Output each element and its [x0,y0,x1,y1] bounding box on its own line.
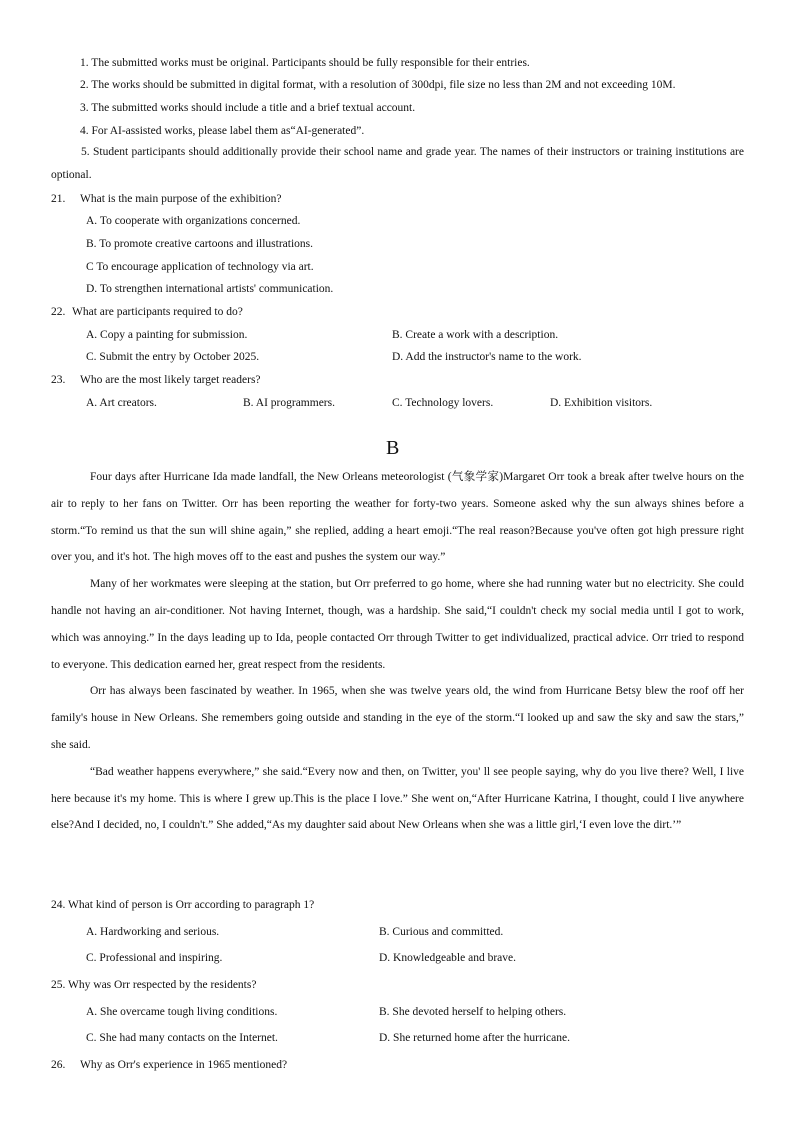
passage-paragraph-4: “Bad weather happens everywhere,” she said.“Every now and then, on Twitter, you' ll see people saying, why do you live there? Well, I live here because it's my home. This is where I grew up.This is the place I love.” She went on,“After Hurricane Katrina, I thought, could I live anywhere else?And I decided, no, I couldn't.” She added,“As my daughter said about New Orleans when she was a little girl,‘I even love the dirt.’” [51,765,744,832]
q25-option-b: B. She devoted herself to helping others. [379,1006,567,1018]
q21-number: 21. [51,193,66,205]
q24-option-c: C. Professional and inspiring. [86,952,223,964]
q23-option-a: A. Art creators. [86,397,157,409]
q24-stem: 24. What kind of person is Orr according to paragraph 1? [51,899,315,911]
rule-5: 5. Student participants should additionally provide their school name and grade year. The names of their instructors or training institutions are optional. [51,146,744,181]
q22-option-b: B. Create a work with a description. [392,329,559,341]
section-title: B [386,437,400,459]
q24-option-a: A. Hardworking and serious. [86,926,220,938]
q23-number: 23. [51,374,66,386]
q23-stem: Who are the most likely target readers? [80,374,261,386]
passage [51,464,744,839]
q22-number: 22. [51,306,66,318]
q25-option-d: D. She returned home after the hurricane. [379,1032,570,1044]
q23-option-d: D. Exhibition visitors. [550,397,653,409]
passage-paragraph-1: Four days after Hurricane Ida made landfall, the New Orleans meteorologist (气象学家)Margaret Orr took a break after twelve hours on the air to reply to her fans on Twitter. Orr has been reporting the weather for forty-two years. Someone asked why the sun always shines before a storm.“To remind us that the sun will shine again,” she replied, adding a heart emoji.“The real reason?Because you've often got high pressure right over you, and it's hot. The high moves off to the east and pushes the system our way.” [51,471,744,564]
q25-stem: 25. Why was Orr respected by the residents? [51,979,257,991]
q24-option-d: D. Knowledgeable and brave. [379,952,516,964]
q21-option-b: B. To promote creative cartoons and illustrations. [86,238,314,250]
q21-option-a: A. To cooperate with organizations concerned. [86,215,301,227]
q26-stem: Why as Orr's experience in 1965 mentioned? [80,1059,288,1071]
q22-stem: What are participants required to do? [72,306,243,318]
q21-option-c: C To encourage application of technology via art. [86,261,314,273]
q26-number: 26. [51,1059,66,1071]
q23-option-c: C. Technology lovers. [392,397,494,409]
rule-5-block [51,141,744,186]
q21-option-d: D. To strengthen international artists' communication. [86,283,334,295]
q23-option-b: B. AI programmers. [243,397,335,409]
passage-paragraph-3: Orr has always been fascinated by weather. In 1965, when she was twelve years old, the wind from Hurricane Betsy blew the roof off her family's house in New Orleans. She remembers going outside and standing in the eye of the storm.“I looked up and saw the sky and saw the stars,” she said. [51,685,744,751]
q22-option-d: D. Add the instructor's name to the work. [392,351,582,363]
rule-3: 3. The submitted works should include a title and a brief textual account. [80,102,416,114]
q24-option-b: B. Curious and committed. [379,926,504,938]
q22-option-c: C. Submit the entry by October 2025. [86,351,260,363]
rule-2: 2. The works should be submitted in digital format, with a resolution of 300dpi, file size no less than 2M and not exceeding 10M. [80,79,676,91]
q22-option-a: A. Copy a painting for submission. [86,329,248,341]
passage-paragraph-2: Many of her workmates were sleeping at the station, but Orr preferred to go home, where she had running water but no electricity. She could handle not having an air-conditioner. Not having Internet, though, was a hardship. She said,“I couldn't check my social media until I got to work, which was annoying.” In the days leading up to Ida, people contacted Orr through Twitter to get individualized, practical advice. Orr tried to respond to everyone. This dedication earned her, great respect from the residents. [51,578,744,671]
rule-1: 1. The submitted works must be original. Participants should be fully responsible for their entries. [80,57,530,69]
q25-option-a: A. She overcame tough living conditions. [86,1006,278,1018]
rule-4: 4. For AI-assisted works, please label them as“AI-generated”. [80,125,365,137]
q21-stem: What is the main purpose of the exhibition? [80,193,282,205]
q25-option-c: C. She had many contacts on the Internet. [86,1032,278,1044]
